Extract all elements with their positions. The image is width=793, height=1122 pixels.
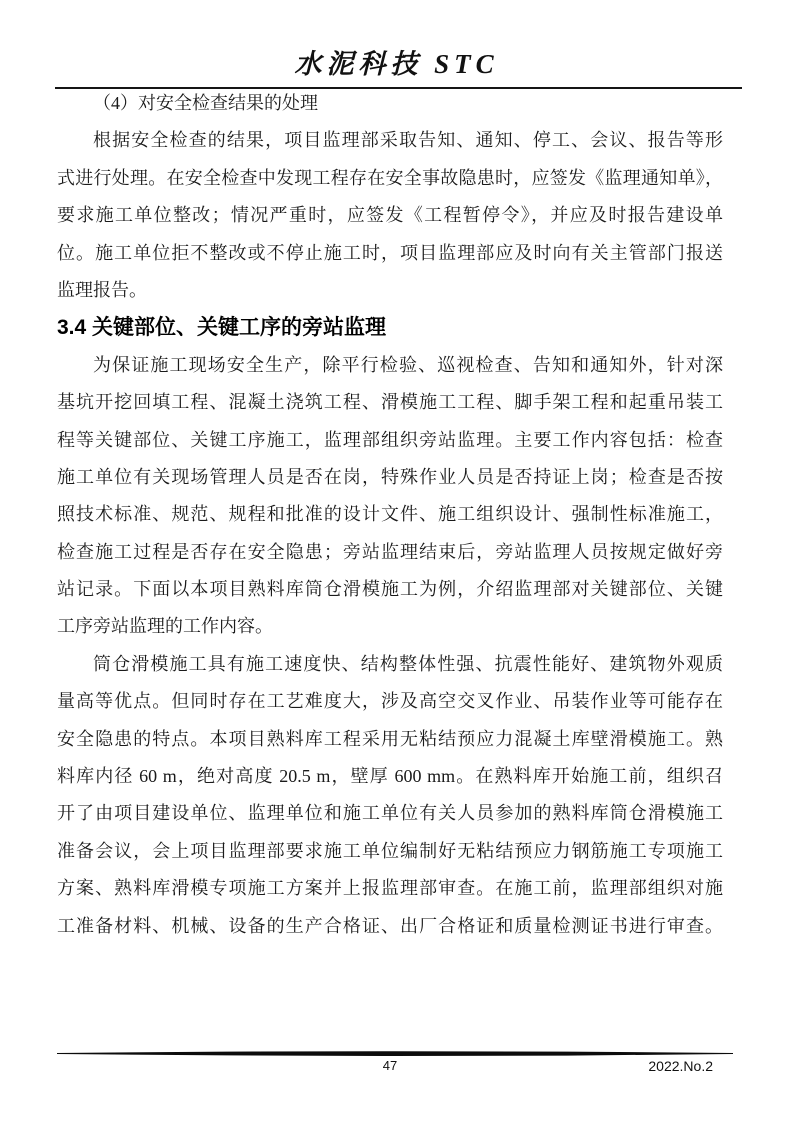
paragraph-line: 监理报告。 [57,279,147,300]
paragraph-line: 检查施工过程是否存在安全隐患；旁站监理结束后，旁站监理人员按规定做好旁 [57,541,723,562]
paragraph-line: 基坑开挖回填工程、混凝土浇筑工程、滑模施工工程、脚手架工程和起重吊装工 [57,392,723,413]
paragraph-line: 根据安全检查的结果，项目监理部采取告知、通知、停工、会议、报告等形 [93,130,723,151]
section-heading: 3.4 关键部位、关键工序的旁站监理 [57,316,387,340]
paragraph-line: 式进行处理。在安全检查中发现工程存在安全事故隐患时，应签发《监理通知单》， [57,167,723,188]
paragraph-line: 为保证施工现场安全生产，除平行检验、巡视检查、告知和通知外，针对深 [93,354,723,375]
paragraph-line: 程等关键部位、关键工序施工，监理部组织旁站监理。主要工作内容包括：检查 [57,429,723,450]
issue-label: 2022.No.2 [648,1058,713,1074]
footer-rule [57,1049,733,1058]
paragraph-line: 量高等优点。但同时存在工艺难度大，涉及高空交叉作业、吊装作业等可能存在 [57,691,723,712]
paragraph-line: 准备会议，会上项目监理部要求施工单位编制好无粘结预应力钢筋施工专项施工 [57,840,723,861]
list-item-heading: （4）对安全检查结果的处理 [93,93,318,113]
paragraph-line: 施工单位有关现场管理人员是否在岗，特殊作业人员是否持证上岗；检查是否按 [57,466,723,487]
paragraph-line: 方案、熟料库滑模专项施工方案并上报监理部审查。在施工前，监理部组织对施 [57,878,723,899]
paragraph-line: 料库内径 60 m，绝对高度 20.5 m，壁厚 600 mm。在熟料库开始施工前，组织召 [57,766,723,787]
paragraph-line: 照技术标准、规范、规程和批准的设计文件、施工组织设计、强制性标准施工， [57,504,723,525]
paragraph-line: 工准备材料、机械、设备的生产合格证、出厂合格证和质量检测证书进行审查。 [57,915,723,936]
paragraph-line: 位。施工单位拒不整改或不停止施工时，项目监理部应及时向有关主管部门报送 [57,242,723,263]
paragraph-line: 开了由项目建设单位、监理单位和施工单位有关人员参加的熟料库筒仓滑模施工 [57,803,723,824]
page-number: 47 [382,1058,398,1073]
paragraph-line: 站记录。下面以本项目熟料库筒仓滑模施工为例，介绍监理部对关键部位、关键 [57,579,723,600]
paragraph-line: 工序旁站监理的工作内容。 [57,616,273,637]
paragraph-line: 筒仓滑模施工具有施工速度快、结构整体性强、抗震性能好、建筑物外观质 [93,653,723,674]
journal-title: 水泥科技 STC [294,49,499,79]
document-body [57,85,723,945]
paragraph-line: 安全隐患的特点。本项目熟料库工程采用无粘结预应力混凝土库壁滑模施工。熟 [57,728,723,749]
paragraph-line: 要求施工单位整改；情况严重时，应签发《工程暂停令》，并应及时报告建设单 [57,205,723,226]
